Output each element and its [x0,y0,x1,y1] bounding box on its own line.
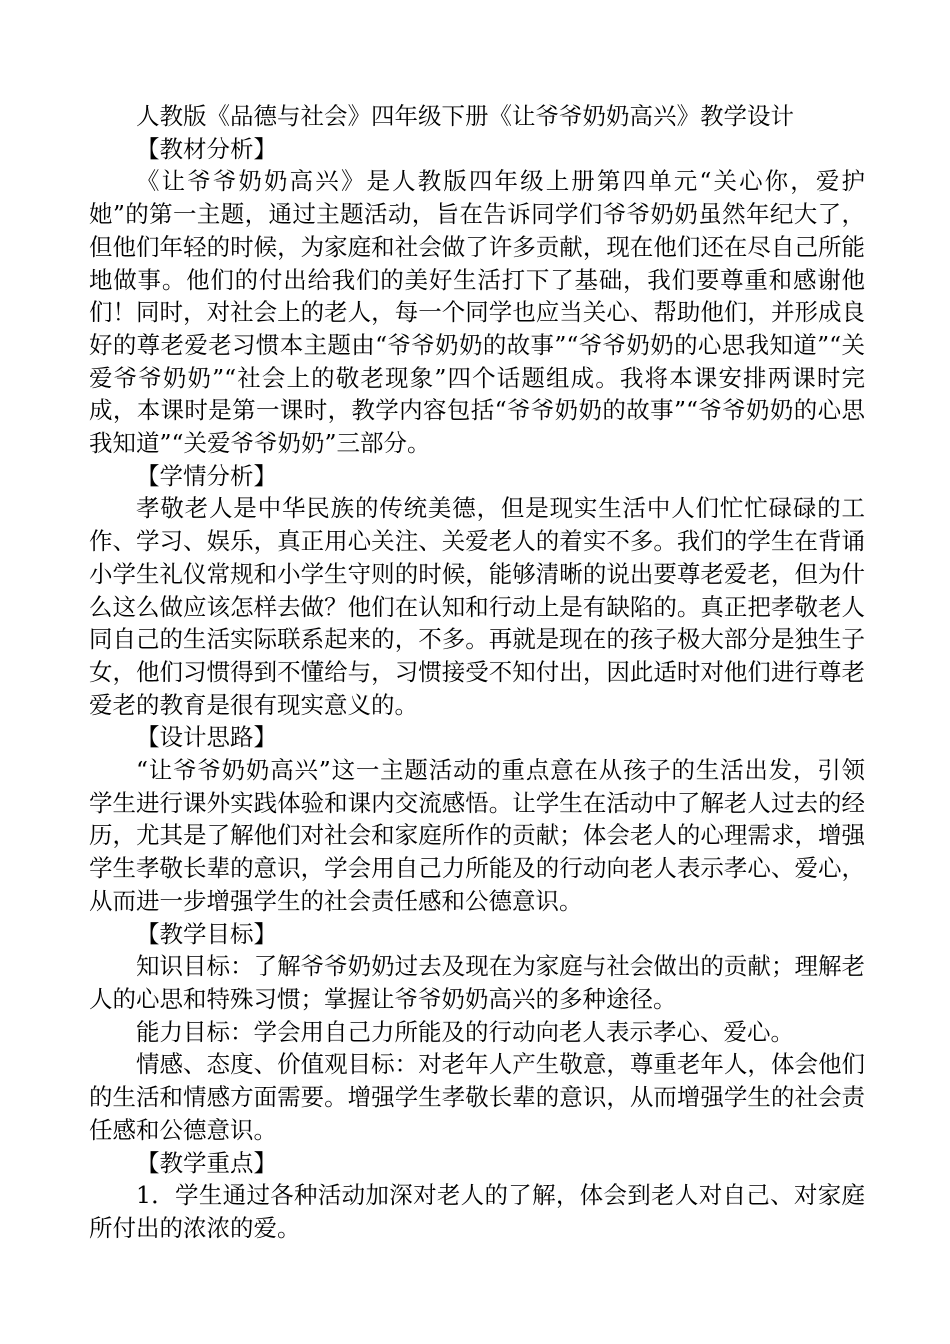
document-body [89,100,865,1245]
section-student-analysis [89,460,865,722]
section-paragraph: 孝敬老人是中华民族的传统美德，但是现实生活中人们忙忙碌碌的工作、学习、娱乐，真正用心关注、关爱老人的着实不多。我们的学生在背诵小学生礼仪常规和小学生守则的时候，能够清晰的说出要尊老爱老，但为什么这么做应该怎样去做？他们在认知和行动上是有缺陷的。真正把孝敬老人同自己的生活实际联系起来的，不多。再就是现在的孩子极大部分是独生子女，他们习惯得到不懂给与，习惯接受不知付出，因此适时对他们进行尊老爱老的教育是很有现实意义的。 [89,494,865,719]
section-heading: 【教学重点】 [136,1148,277,1177]
section-heading: 【设计思路】 [136,723,277,752]
section-paragraph: “让爷爷奶奶高兴”这一主题活动的重点意在从孩子的生活出发，引领学生进行课外实践体验和课内交流感悟。让学生在活动中了解老人过去的经历，尤其是了解他们对社会和家庭所作的贡献；体会老人的心理需求，增强学生孝敬长辈的意识，学会用自己力所能及的行动向老人表示孝心、爱心，从而进一步增强学生的社会责任感和公德意识。 [89,756,865,915]
emotion-goal-paragraph: 情感、态度、价值观目标：对老年人产生敬意，尊重老年人，体会他们的生活和情感方面需要。增强学生孝敬长辈的意识，从而增强学生的社会责任感和公德意识。 [89,1050,865,1144]
section-heading: 【教材分析】 [136,134,277,163]
ability-goal-paragraph: 能力目标：学会用自己力所能及的行动向老人表示孝心、爱心。 [136,1017,794,1046]
knowledge-goal-paragraph: 知识目标：了解爷爷奶奶过去及现在为家庭与社会做出的贡献；理解老人的心思和特殊习惯；掌握让爷爷奶奶高兴的多种途径。 [89,952,865,1013]
section-design-idea [89,721,865,917]
document-title: 人教版《品德与社会》四年级下册《让爷爷奶奶高兴》教学设计 [136,102,794,130]
section-paragraph: 《让爷爷奶奶高兴》是人教版四年级上册第四单元“关心你，爱护她”的第一主题，通过主题活动，旨在告诉同学们爷爷奶奶虽然年纪大了，但他们年轻的时候，为家庭和社会做了许多贡献，现在他们还在尽自己所能地做事。他们的付出给我们的美好生活打下了基础，我们要尊重和感谢他们！同时，对社会上的老人，每一个同学也应当关心、帮助他们，并形成良好的尊老爱老习惯本主题由“爷爷奶奶的故事”“爷爷奶奶的心思我知道”“关爱爷爷奶奶”“社会上的敬老现象”四个话题组成。我将本课安排两课时完成，本课时是第一课时，教学内容包括“爷爷奶奶的故事”“爷爷奶奶的心思我知道”“关爱爷爷奶奶”三部分。 [89,167,865,458]
section-teaching-goals [89,918,865,1147]
section-heading: 【教学目标】 [136,919,277,948]
section-heading: 【学情分析】 [136,461,277,490]
section-teaching-focus [89,1147,865,1245]
focus-item-paragraph: 1．学生通过各种活动加深对老人的了解，体会到老人对自己、对家庭所付出的浓浓的爱。 [89,1181,865,1242]
section-textbook-analysis [89,133,865,460]
